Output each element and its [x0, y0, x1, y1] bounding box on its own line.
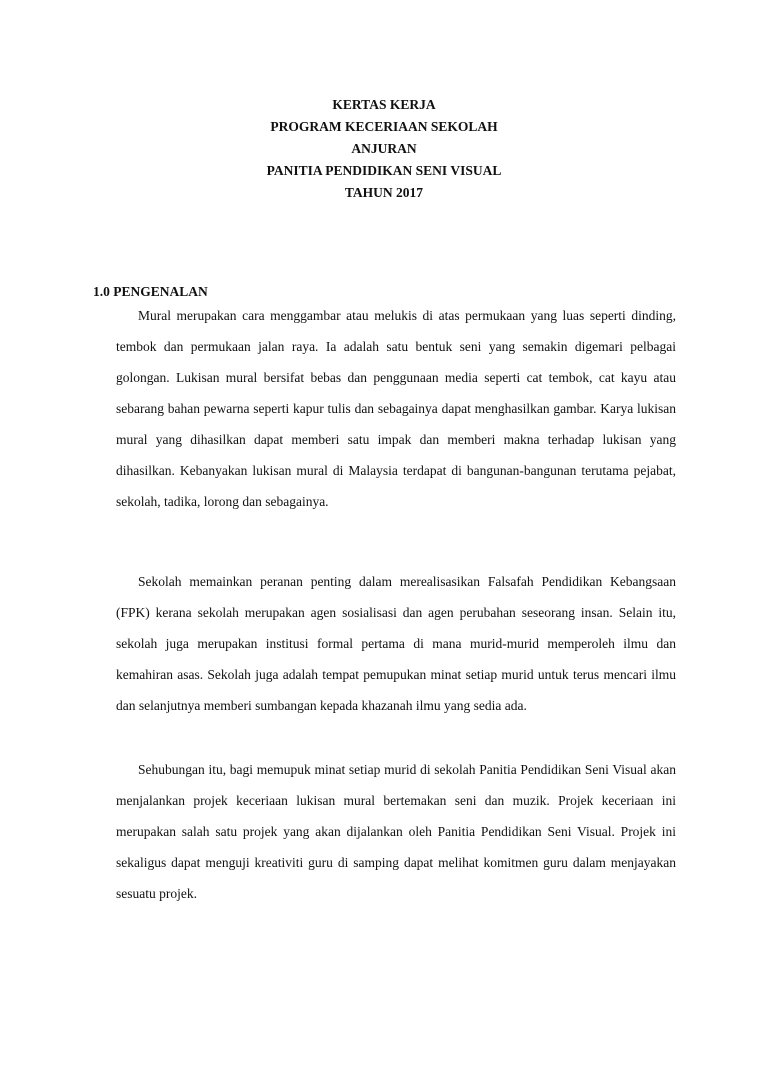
- title-line-program: PROGRAM KECERIAAN SEKOLAH: [270, 119, 498, 134]
- paragraph-sekolah: Sekolah memainkan peranan penting dalam merealisasikan Falsafah Pendidikan Kebangsaan (FPK) kerana sekolah merupakan agen sosialisasi dan agen perubahan seseorang insan. Selain itu, sekolah juga merupakan institusi formal pertama di mana murid-murid memperoleh ilmu dan kemahiran asas. Sekolah juga adalah tempat pemupukan minat setiap murid untuk terus mencari ilmu dan selanjutnya memberi sumbangan kepada khazanah ilmu yang sedia ada.: [116, 574, 676, 713]
- document-title: [0, 94, 768, 204]
- paragraph-sehubungan: Sehubungan itu, bagi memupuk minat setiap murid di sekolah Panitia Pendidikan Seni Visual akan menjalankan projek keceriaan lukisan mural bertemakan seni dan muzik. Projek keceriaan ini merupakan salah satu projek yang akan dijalankan oleh Panitia Pendidikan Seni Visual. Projek ini sekaligus dapat menguji kreativiti guru di samping dapat melihat komitmen guru dalam menjayakan sesuatu projek.: [116, 762, 676, 901]
- title-line-tahun: TAHUN 2017: [344, 185, 424, 200]
- title-line-anjuran: ANJURAN: [351, 141, 417, 156]
- section-heading: 1.0 PENGENALAN: [93, 284, 208, 299]
- title-line-kertas-kerja: KERTAS KERJA: [332, 97, 436, 112]
- paragraph-mural: Mural merupakan cara menggambar atau melukis di atas permukaan yang luas seperti dinding, tembok dan permukaan jalan raya. Ia adalah satu bentuk seni yang semakin digemari pelbagai golongan. Lukisan mural bersifat bebas dan penggunaan media seperti cat tembok, cat kayu atau sebarang bahan pewarna seperti kapur tulis dan sebagainya dapat menghasilkan gambar. Karya lukisan mural yang dihasilkan dapat memberi satu impak dan memberi makna terhadap lukisan yang dihasilkan. Kebanyakan lukisan mural di Malaysia terdapat di bangunan-bangunan terutama pejabat, sekolah, tadika, lorong dan sebagainya.: [116, 308, 676, 509]
- title-line-panitia: PANITIA PENDIDIKAN SENI VISUAL: [266, 163, 502, 178]
